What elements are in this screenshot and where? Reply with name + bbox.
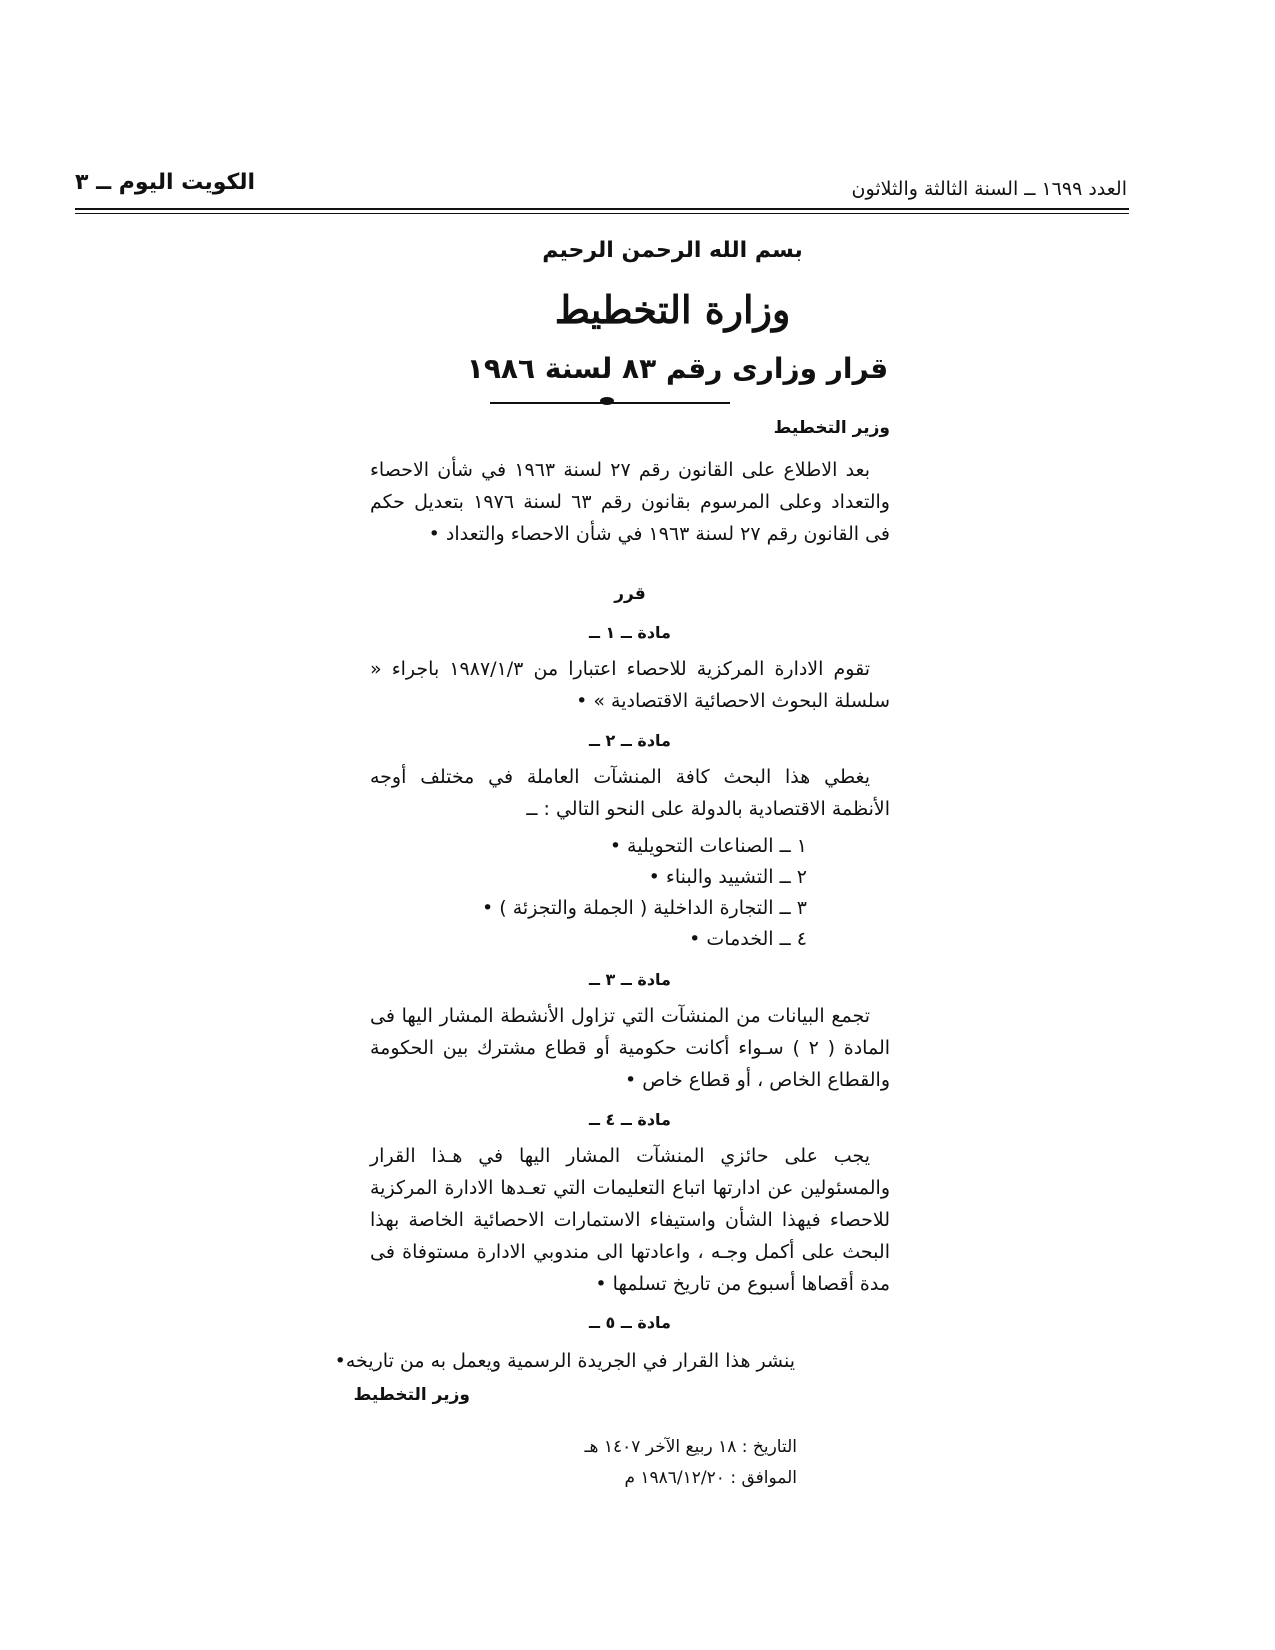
header-rule xyxy=(75,208,1129,210)
date-gregorian: الموافق : ١٩٨٦/١٢/٢٠ م xyxy=(624,1468,797,1488)
article-5-heading: مادة ــ ٥ ــ xyxy=(589,1313,671,1332)
signature: وزير التخطيط xyxy=(353,1385,470,1405)
article-4-heading: مادة ــ ٤ ــ xyxy=(589,1110,671,1129)
divider-ornament xyxy=(600,397,614,405)
list-item: ١ ــ الصناعات التحويلية • xyxy=(609,835,807,857)
article-1-heading: مادة ــ ١ ــ xyxy=(589,623,671,642)
article-4-text: يجب على حائزي المنشآت المشار اليها في هـذا القرار والمسئولين عن ادارتها اتباع التعليمات التي تعـدها الادارة المركزية للاحصاء فيهذا الشأن واستيفاء الاستمارات الاحصائية الخاصة بهذا البحث على أكمل وجـه ، واعادتها الى مندوبي الادارة مستوفاة فى مدة أقصاها أسبوع من تاريخ تسلمها • xyxy=(370,1145,890,1295)
decided-heading: قرر xyxy=(614,584,646,604)
basmala: بسم الله الرحمن الرحيم xyxy=(542,238,803,263)
header-rule-thin xyxy=(75,213,1129,214)
list-item: ٤ ــ الخدمات • xyxy=(689,928,807,950)
ministry-title: وزارة التخطيط xyxy=(554,287,791,332)
article-2-heading: مادة ــ ٢ ــ xyxy=(589,731,671,750)
date-hijri: التاريخ : ١٨ ربيع الآخر ١٤٠٧ هـ xyxy=(584,1437,797,1457)
article-1-text: تقوم الادارة المركزية للاحصاء اعتبارا من ١٩٨٧/١/٣ باجراء « سلسلة البحوث الاحصائية الاقتصادية » • xyxy=(370,658,890,712)
minister-heading: وزير التخطيط xyxy=(773,418,890,438)
publication-header: الكويت اليوم ــ ٣ xyxy=(75,170,256,195)
article-2-list xyxy=(367,831,807,955)
article-2-text: يغطي هذا البحث كافة المنشآت العاملة في مختلف أوجه الأنظمة الاقتصادية بالدولة على النحو التالي : ــ xyxy=(370,766,890,820)
article-5-text: ينشر هذا القرار في الجريدة الرسمية ويعمل به من تاريخه• xyxy=(334,1350,795,1372)
decree-title: قرار وزارى رقم ٨٣ لسنة ١٩٨٦ xyxy=(466,352,889,385)
list-item: ٢ ــ التشييد والبناء • xyxy=(648,866,807,888)
issue-header: العدد ١٦٩٩ ــ السنة الثالثة والثلاثون xyxy=(851,178,1127,200)
article-3-text: تجمع البيانات من المنشآت التي تزاول الأنشطة المشار اليها فى المادة ( ٢ ) سـواء أكانت حكومية أو قطاع مشترك بين الحكومة والقطاع الخاص ، أو قطاع خاص • xyxy=(370,1005,891,1091)
article-3-heading: مادة ــ ٣ ــ xyxy=(589,970,671,989)
preamble-paragraph: بعد الاطلاع على القانون رقم ٢٧ لسنة ١٩٦٣ في شأن الاحصاء والتعداد وعلى المرسوم بقانون رقم ٦٣ لسنة ١٩٧٦ بتعديل حكم فى القانون رقم ٢٧ لسنة ١٩٦٣ في شأن الاحصاء والتعداد • xyxy=(370,459,890,545)
list-item: ٣ ــ التجارة الداخلية ( الجملة والتجزئة ) • xyxy=(482,897,807,919)
